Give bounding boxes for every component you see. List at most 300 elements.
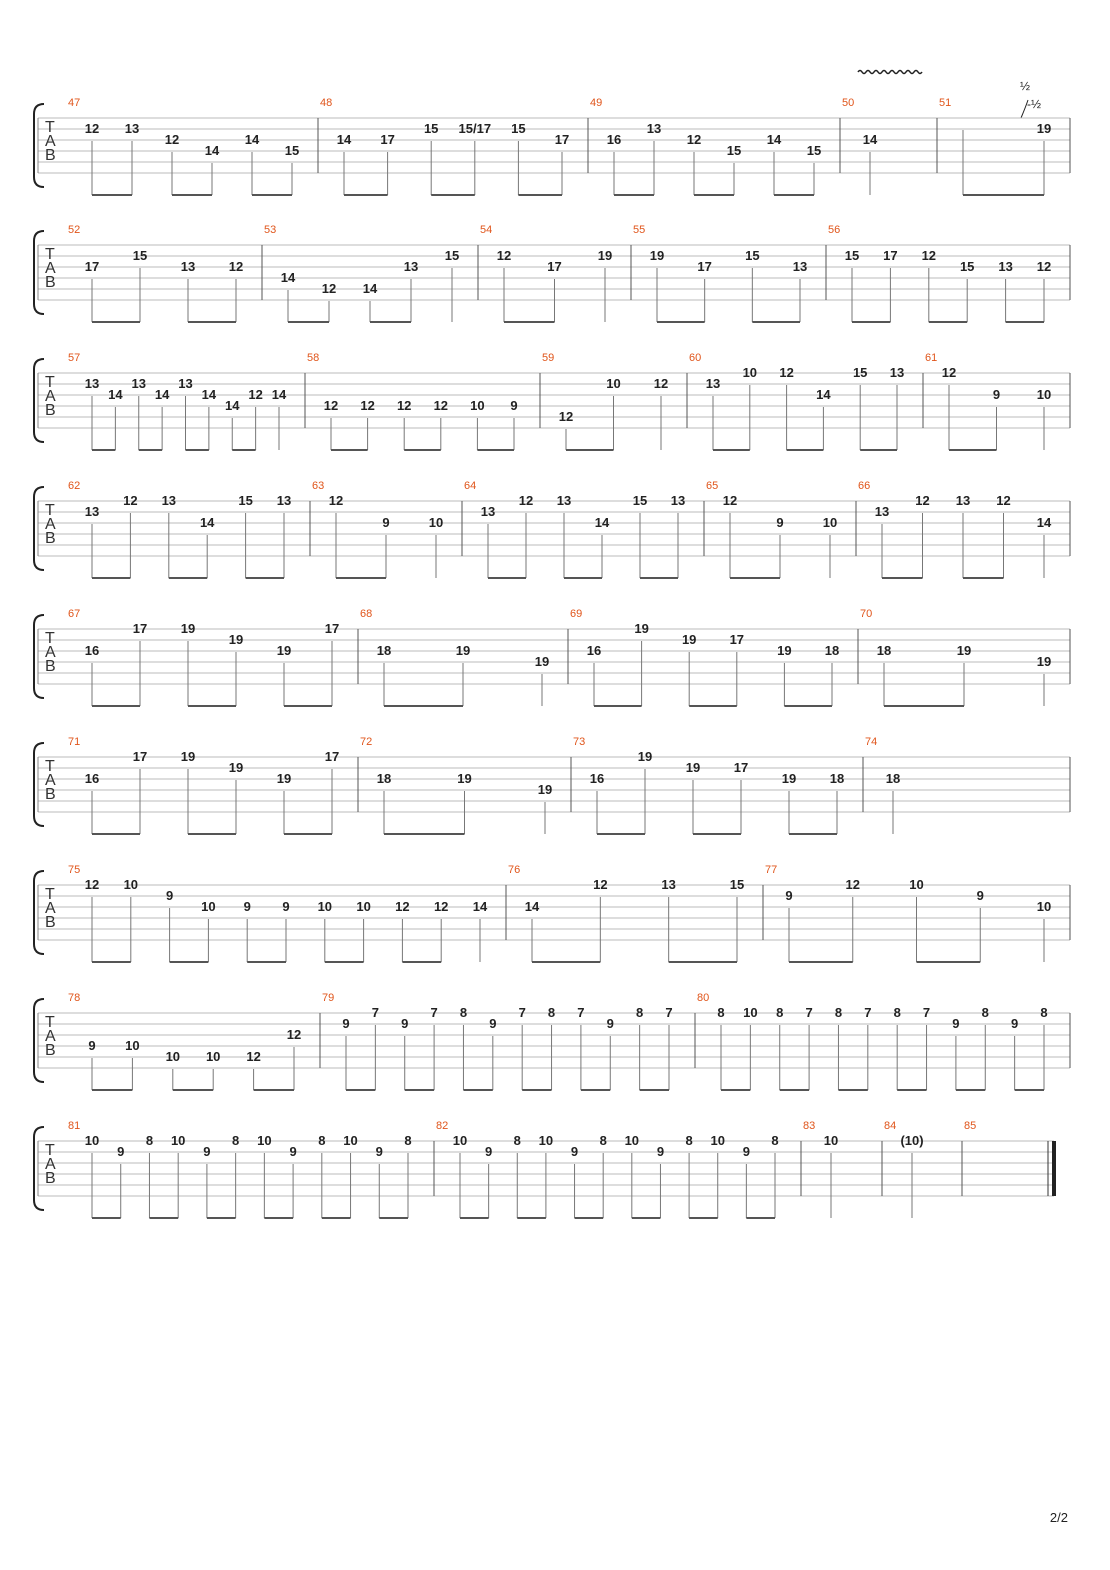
fret-number: 12 <box>84 877 100 892</box>
fret-number: 13 <box>998 259 1013 274</box>
fret-number: 10 <box>452 1133 468 1148</box>
tab-clef-letter: A <box>45 260 56 277</box>
fret-number: 8 <box>771 1133 779 1148</box>
fret-number: 8 <box>404 1133 412 1148</box>
fret-number: 14 <box>271 387 287 402</box>
fret-number: 14 <box>204 143 220 158</box>
fret-number: 12 <box>1036 259 1052 274</box>
measure-number: 61 <box>925 352 938 364</box>
fret-number: 9 <box>375 1144 383 1159</box>
fret-number: 13 <box>661 877 676 892</box>
fret-number: 19 <box>276 643 292 658</box>
fret-number: 10 <box>201 899 216 914</box>
measure-number: 84 <box>884 1120 897 1132</box>
measure <box>865 736 900 834</box>
measure <box>633 224 807 322</box>
fret-number: 17 <box>132 621 148 636</box>
measure <box>68 480 291 578</box>
measure-number: 68 <box>360 608 373 620</box>
fret-number: 10 <box>170 1133 186 1148</box>
tab-clef-letter: B <box>45 1042 56 1059</box>
tab-clef-letter: T <box>45 502 55 519</box>
measure <box>68 352 287 450</box>
fret-number: 9 <box>656 1144 665 1159</box>
tab-clef-letter: A <box>45 1156 56 1173</box>
measure <box>68 97 299 195</box>
measure-number: 63 <box>312 480 325 492</box>
fret-number: 12 <box>845 877 860 892</box>
fret-number: 14 <box>362 281 378 296</box>
tab-clef-letter: B <box>45 1170 56 1187</box>
fret-number: 12 <box>321 281 337 296</box>
fret-number: 8 <box>685 1133 693 1148</box>
measure-number: 62 <box>68 480 81 492</box>
fret-number: 19 <box>455 643 471 658</box>
tab-clef-letter: A <box>45 133 56 150</box>
fret-number: 19 <box>537 782 553 797</box>
fret-number: 10 <box>624 1133 640 1148</box>
fret-number: 9 <box>485 1144 493 1159</box>
tab-clef-letter: T <box>45 119 55 136</box>
system-brace <box>34 615 44 698</box>
measure-number: 75 <box>68 864 81 876</box>
fret-number: 12 <box>941 365 957 380</box>
tab-system <box>34 224 1070 322</box>
fret-number: 14 <box>524 899 540 914</box>
fret-number: 16 <box>586 643 602 658</box>
fret-number: 9 <box>88 1038 96 1053</box>
measure-number: 49 <box>590 97 603 109</box>
fret-number: 14 <box>201 387 217 402</box>
fret-number: 10 <box>822 515 838 530</box>
fret-number: 8 <box>776 1005 784 1020</box>
measure-number: 58 <box>307 352 320 364</box>
measure <box>312 480 443 578</box>
fret-number: 14 <box>1036 515 1052 530</box>
system-brace <box>34 871 44 954</box>
fret-number: 12 <box>395 899 410 914</box>
tab-clef-letter: A <box>45 772 56 789</box>
fret-number: 12 <box>360 398 375 413</box>
fret-number: 7 <box>430 1005 438 1020</box>
fret-number: 15 <box>238 493 253 508</box>
fret-number: 19 <box>634 621 649 636</box>
fret-number: 8 <box>717 1005 725 1020</box>
measure-number: 64 <box>464 480 477 492</box>
measure-number: 80 <box>697 992 710 1004</box>
fret-number: 9 <box>289 1144 297 1159</box>
measure-number: 55 <box>633 224 646 236</box>
measure <box>320 97 569 195</box>
fret-number: 15 <box>729 877 745 892</box>
measure <box>68 736 339 834</box>
fret-number: 14 <box>594 515 610 530</box>
tab-clef-letter: T <box>45 886 55 903</box>
measure <box>68 864 488 962</box>
measure <box>360 736 552 834</box>
fret-number: 14 <box>244 132 260 147</box>
fret-number: 8 <box>459 1005 468 1020</box>
fret-number: 10 <box>606 376 621 391</box>
fret-number: 17 <box>733 760 749 775</box>
fret-number: 12 <box>164 132 180 147</box>
measure-number: 54 <box>480 224 493 236</box>
fret-number: 10 <box>1036 899 1052 914</box>
fret-number: 16 <box>589 771 605 786</box>
fret-number: 7 <box>922 1005 931 1020</box>
fret-number: 9 <box>117 1144 125 1159</box>
measure <box>68 992 301 1090</box>
fret-number: 19 <box>956 643 972 658</box>
fret-number: 8 <box>547 1005 556 1020</box>
fret-number: 9 <box>165 888 174 903</box>
measure-number: 70 <box>860 608 873 620</box>
measure <box>842 97 878 195</box>
fret-number: 14 <box>766 132 782 147</box>
fret-number: 12 <box>248 387 263 402</box>
tab-clef-letter: T <box>45 374 55 391</box>
fret-number: 12 <box>246 1049 261 1064</box>
measure-number: 60 <box>689 352 702 364</box>
tab-system <box>34 352 1070 450</box>
fret-number: 15 <box>444 248 460 263</box>
fret-number: 10 <box>470 398 485 413</box>
measure-number: 65 <box>706 480 719 492</box>
fret-number: 10 <box>257 1133 272 1148</box>
measure <box>858 480 1052 578</box>
fret-number: 7 <box>665 1005 673 1020</box>
fret-number: 15 <box>511 121 526 136</box>
fret-number: 10 <box>538 1133 554 1148</box>
system-brace <box>34 487 44 570</box>
tab-clef-letter: A <box>45 900 56 917</box>
fret-number: 12 <box>518 493 534 508</box>
fret-number: 10 <box>165 1049 181 1064</box>
fret-number: 13 <box>556 493 572 508</box>
fret-number: 13 <box>161 493 177 508</box>
fret-number: 17 <box>547 259 562 274</box>
fret-number: 15 <box>806 143 822 158</box>
tab-system <box>34 864 1070 962</box>
measure-number: 81 <box>68 1120 81 1132</box>
fret-number: 14 <box>225 398 240 413</box>
fret-number: 10 <box>742 365 758 380</box>
measure-number: 78 <box>68 992 81 1004</box>
fret-number: 19 <box>534 654 550 669</box>
fret-number: 16 <box>84 771 100 786</box>
fret-number: 8 <box>145 1133 154 1148</box>
fret-number: 9 <box>243 899 251 914</box>
measure-number: 77 <box>765 864 778 876</box>
fret-number: 14 <box>816 387 831 402</box>
system-brace <box>34 1127 44 1210</box>
fret-number: 8 <box>893 1005 901 1020</box>
fret-number: 19 <box>276 771 292 786</box>
fret-number: 14 <box>154 387 170 402</box>
fret-number: 10 <box>84 1133 100 1148</box>
measure <box>925 352 1051 450</box>
tab-clef-letter: T <box>45 1014 55 1031</box>
fret-number: 8 <box>834 1005 843 1020</box>
fret-number: 12 <box>915 493 930 508</box>
fret-number: 19 <box>228 760 244 775</box>
fret-number: 10 <box>123 877 139 892</box>
fret-number: 12 <box>496 248 512 263</box>
measure <box>803 1120 838 1218</box>
fret-number: 9 <box>203 1144 211 1159</box>
fret-number: 7 <box>577 1005 585 1020</box>
fret-number: 14 <box>862 132 878 147</box>
fret-number: 10 <box>125 1038 140 1053</box>
measure <box>480 224 612 322</box>
fret-number: 9 <box>776 515 784 530</box>
fret-number: 10 <box>317 899 333 914</box>
tab-clef-letter: B <box>45 402 56 419</box>
fret-number: 18 <box>885 771 901 786</box>
fret-number: 12 <box>921 248 937 263</box>
tab-clef-letter: B <box>45 786 56 803</box>
fret-number: 12 <box>84 121 100 136</box>
fret-number: 19 <box>180 749 196 764</box>
fret-number: 10 <box>356 899 371 914</box>
vibrato-mark <box>858 71 1041 119</box>
system-brace <box>34 999 44 1082</box>
fret-number: 13 <box>131 376 146 391</box>
measure <box>706 480 837 578</box>
fret-number: 12 <box>323 398 339 413</box>
measure-number: 51 <box>939 97 952 109</box>
measure-number: 82 <box>436 1120 449 1132</box>
fret-number: 17 <box>324 621 340 636</box>
fret-number: 8 <box>981 1005 989 1020</box>
fret-number: 8 <box>1040 1005 1048 1020</box>
fret-number: 12 <box>123 493 138 508</box>
fret-number: 17 <box>132 749 148 764</box>
fret-number: 18 <box>876 643 892 658</box>
fret-number: 13 <box>124 121 140 136</box>
release-label: -½ <box>1027 97 1042 111</box>
measure <box>828 224 1051 322</box>
fret-number: 12 <box>558 409 574 424</box>
fret-number: 12 <box>396 398 412 413</box>
measure-number: 50 <box>842 97 855 109</box>
fret-number: 12 <box>779 365 794 380</box>
tab-system <box>34 736 1070 834</box>
fret-number: 9 <box>785 888 793 903</box>
fret-number: 12 <box>433 899 449 914</box>
fret-number: 7 <box>805 1005 813 1020</box>
tab-clef-letter: A <box>45 388 56 405</box>
tab-clef-letter: A <box>45 516 56 533</box>
fret-number: 17 <box>380 132 395 147</box>
fret-number: 9 <box>1011 1016 1019 1031</box>
fret-number: 18 <box>829 771 845 786</box>
fret-number: 18 <box>824 643 840 658</box>
fret-number: 9 <box>382 515 390 530</box>
fret-number: 13 <box>180 259 196 274</box>
tab-clef-letter: T <box>45 246 55 263</box>
measure-number: 79 <box>322 992 335 1004</box>
fret-number: 12 <box>996 493 1011 508</box>
fret-number: 12 <box>286 1027 302 1042</box>
fret-number: 9 <box>510 398 518 413</box>
fret-number: 15/17 <box>458 121 492 136</box>
measure-number: 72 <box>360 736 373 748</box>
measure <box>542 352 668 450</box>
measure-number: 48 <box>320 97 333 109</box>
fret-number: 15 <box>132 248 148 263</box>
fret-number: 10 <box>428 515 444 530</box>
measure <box>697 992 1048 1090</box>
fret-number: 9 <box>401 1016 409 1031</box>
fret-number: 14 <box>336 132 352 147</box>
fret-number: 17 <box>554 132 570 147</box>
system-brace <box>34 743 44 826</box>
bend-label: ½ <box>1020 79 1031 93</box>
tab-clef-letter: B <box>45 147 56 164</box>
fret-number: 9 <box>489 1016 497 1031</box>
fret-number: 12 <box>593 877 608 892</box>
tab-clef-letter: B <box>45 274 56 291</box>
fret-number: 8 <box>599 1133 607 1148</box>
fret-number: 9 <box>570 1144 579 1159</box>
measure-number: 66 <box>858 480 871 492</box>
fret-number: 10 <box>823 1133 839 1148</box>
measure-number: 76 <box>508 864 521 876</box>
measure <box>307 352 518 450</box>
tab-system <box>34 1120 1054 1218</box>
measure <box>939 97 1051 195</box>
measure-number: 56 <box>828 224 841 236</box>
tab-clef-letter: A <box>45 644 56 661</box>
fret-number: 17 <box>697 259 712 274</box>
fret-number: 9 <box>952 1016 960 1031</box>
fret-number: 10 <box>1036 387 1052 402</box>
measure-number: 83 <box>803 1120 816 1132</box>
measure <box>464 480 685 578</box>
fret-number: 14 <box>199 515 215 530</box>
measure <box>508 864 744 962</box>
fret-number: 12 <box>653 376 669 391</box>
fret-number: 13 <box>403 259 419 274</box>
fret-number: 8 <box>636 1005 644 1020</box>
measure <box>68 224 243 322</box>
system-brace <box>34 231 44 314</box>
fret-number: 18 <box>376 643 392 658</box>
tab-system <box>34 608 1070 706</box>
measure <box>884 1120 924 1218</box>
measure-number: 53 <box>264 224 277 236</box>
fret-number: 10 <box>343 1133 358 1148</box>
fret-number: 15 <box>726 143 742 158</box>
fret-number: 9 <box>606 1016 614 1031</box>
fret-number: 10 <box>710 1133 725 1148</box>
fret-number: 9 <box>342 1016 350 1031</box>
fret-number: 13 <box>84 376 100 391</box>
page-number: 2/2 <box>1049 1510 1068 1525</box>
fret-number: 19 <box>637 749 653 764</box>
fret-number: 8 <box>513 1133 521 1148</box>
measure <box>360 608 549 706</box>
fret-number: 10 <box>909 877 924 892</box>
tab-clef-letter: B <box>45 658 56 675</box>
fret-number: 19 <box>649 248 665 263</box>
measure <box>68 1120 412 1218</box>
fret-number: 13 <box>874 504 890 519</box>
measure <box>570 608 839 706</box>
fret-number: 17 <box>324 749 340 764</box>
fret-number: 13 <box>889 365 905 380</box>
tab-clef-letter: T <box>45 1142 55 1159</box>
fret-number: 19 <box>781 771 797 786</box>
fret-number: 8 <box>232 1133 240 1148</box>
tab-clef-letter: A <box>45 1028 56 1045</box>
fret-number: 14 <box>472 899 488 914</box>
measure <box>860 608 1051 706</box>
measure <box>68 608 339 706</box>
fret-number: 12 <box>433 398 449 413</box>
fret-number: 19 <box>685 760 701 775</box>
fret-number: 18 <box>376 771 392 786</box>
measure-number: 59 <box>542 352 555 364</box>
fret-number: 7 <box>864 1005 872 1020</box>
fret-number: 12 <box>228 259 244 274</box>
measure <box>264 224 459 322</box>
tab-system <box>34 97 1070 195</box>
fret-number: 19 <box>457 771 472 786</box>
fret-number: 9 <box>976 888 984 903</box>
fret-number: 19 <box>1036 654 1052 669</box>
fret-number: 12 <box>328 493 344 508</box>
measure <box>765 864 1051 962</box>
fret-number: 15 <box>284 143 300 158</box>
fret-number: 19 <box>597 248 613 263</box>
fret-number: 16 <box>606 132 622 147</box>
fret-number: (10) <box>900 1133 924 1148</box>
measure <box>689 352 904 450</box>
tab-system <box>34 992 1070 1090</box>
tab-clef-letter: B <box>45 914 56 931</box>
fret-number: 15 <box>852 365 868 380</box>
fret-number: 13 <box>705 376 721 391</box>
fret-number: 9 <box>282 899 290 914</box>
vibrato-wave <box>858 71 922 74</box>
fret-number: 16 <box>84 643 100 658</box>
fret-number: 13 <box>955 493 971 508</box>
measure-number: 67 <box>68 608 81 620</box>
fret-number: 13 <box>670 493 686 508</box>
fret-number: 10 <box>205 1049 221 1064</box>
tab-clef-letter: T <box>45 630 55 647</box>
fret-number: 19 <box>777 643 792 658</box>
measure <box>590 97 821 195</box>
measure-number: 73 <box>573 736 586 748</box>
measure-number: 71 <box>68 736 81 748</box>
fret-number: 13 <box>646 121 662 136</box>
fret-number: 13 <box>480 504 496 519</box>
tab-clef-letter: T <box>45 758 55 775</box>
fret-number: 19 <box>228 632 244 647</box>
measure <box>322 992 673 1090</box>
tab-clef-letter: B <box>45 530 56 547</box>
fret-number: 15 <box>632 493 648 508</box>
system-brace <box>34 104 44 187</box>
fret-number: 14 <box>280 270 296 285</box>
measure-number: 85 <box>964 1120 977 1132</box>
fret-number: 12 <box>722 493 738 508</box>
fret-number: 15 <box>844 248 860 263</box>
fret-number: 13 <box>84 504 100 519</box>
